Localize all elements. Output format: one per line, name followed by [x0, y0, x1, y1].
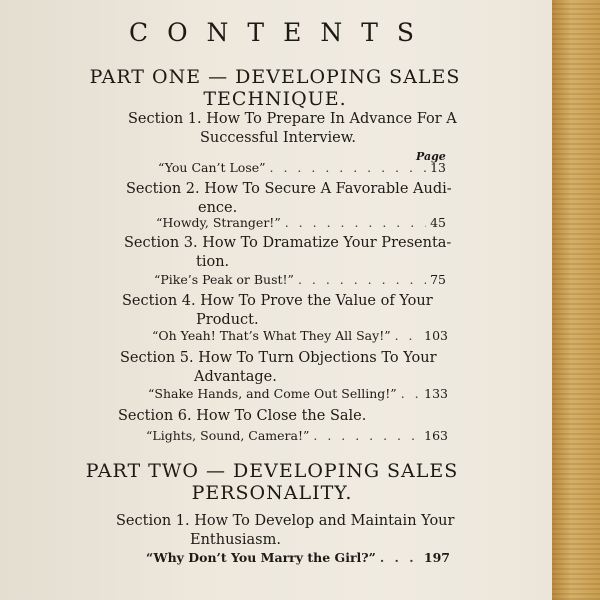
subtitle-text: “You Can’t Lose” — [158, 160, 266, 175]
section-title-line1: Section 5. How To Turn Objections To Your — [120, 350, 437, 366]
subtitle-entry — [152, 328, 448, 344]
section-title-line1: Section 2. How To Secure A Favorable Audi- — [126, 181, 452, 197]
part-two-heading — [52, 460, 492, 504]
page-number: 197 — [423, 550, 450, 565]
subtitle-entry — [146, 550, 450, 566]
subtitle-text: “Why Don’t You Marry the Girl?” — [146, 550, 376, 565]
section-title-line2: ence. — [198, 200, 238, 216]
page-number: 133 — [424, 386, 448, 401]
subtitle-text: “Oh Yeah! That’s What They All Say!” — [152, 328, 391, 343]
section-entry — [122, 292, 433, 330]
section-entry — [120, 349, 437, 387]
subtitle-entry — [146, 428, 448, 444]
leader-dots — [298, 272, 426, 288]
subtitle-entry — [148, 386, 448, 402]
section-entry — [128, 110, 457, 148]
section-title-line2: tion. — [196, 254, 230, 270]
contents-title: CONTENTS — [128, 18, 434, 47]
part-one-line1: PART ONE — DEVELOPING SALES — [89, 66, 461, 88]
section-entry — [124, 234, 451, 272]
leader-dots — [270, 160, 427, 176]
page-number: 75 — [430, 272, 446, 287]
subtitle-text: “Pike’s Peak or Bust!” — [154, 272, 294, 287]
leader-dots — [313, 428, 420, 444]
section-entry — [126, 180, 452, 218]
leader-dots — [285, 215, 426, 231]
subtitle-entry — [158, 160, 446, 176]
subtitle-text: “Lights, Sound, Camera!” — [146, 428, 310, 443]
subtitle-text: “Shake Hands, and Come Out Selling!” — [148, 386, 397, 401]
part-two-line1: PART TWO — DEVELOPING SALES — [85, 460, 459, 482]
page-number: 103 — [424, 328, 448, 343]
section-title-line2: Product. — [196, 312, 259, 328]
section-title-line1: Section 4. How To Prove the Value of Your — [122, 293, 433, 309]
page-column-header: Page — [416, 150, 446, 163]
section-title-line1: Section 6. How To Close the Sale. — [118, 408, 367, 424]
section-title-line1: Section 1. How To Prepare In Advance For A — [128, 111, 457, 127]
section-title-line2: Enthusiasm. — [190, 532, 281, 548]
part-two-line2: PERSONALITY. — [191, 482, 353, 504]
leader-dots — [395, 328, 421, 344]
section-title-line2: Successful Interview. — [200, 130, 357, 146]
leader-dots — [401, 386, 420, 402]
part-one-line2: TECHNIQUE. — [203, 88, 347, 110]
subtitle-entry — [156, 215, 446, 231]
page-number: 45 — [430, 215, 446, 230]
page-number: 163 — [424, 428, 448, 443]
page-edge — [552, 0, 600, 600]
section-entry — [118, 407, 366, 426]
section-title-line1: Section 1. How To Develop and Maintain Your — [116, 513, 455, 529]
section-entry — [116, 512, 454, 550]
section-title-line1: Section 3. How To Dramatize Your Presenta- — [124, 235, 452, 251]
page-number: 13 — [430, 160, 446, 175]
section-title-line2: Advantage. — [194, 369, 277, 385]
part-one-heading — [60, 66, 490, 110]
subtitle-entry — [154, 272, 446, 288]
subtitle-text: “Howdy, Stranger!” — [156, 215, 281, 230]
leader-dots — [380, 550, 420, 566]
